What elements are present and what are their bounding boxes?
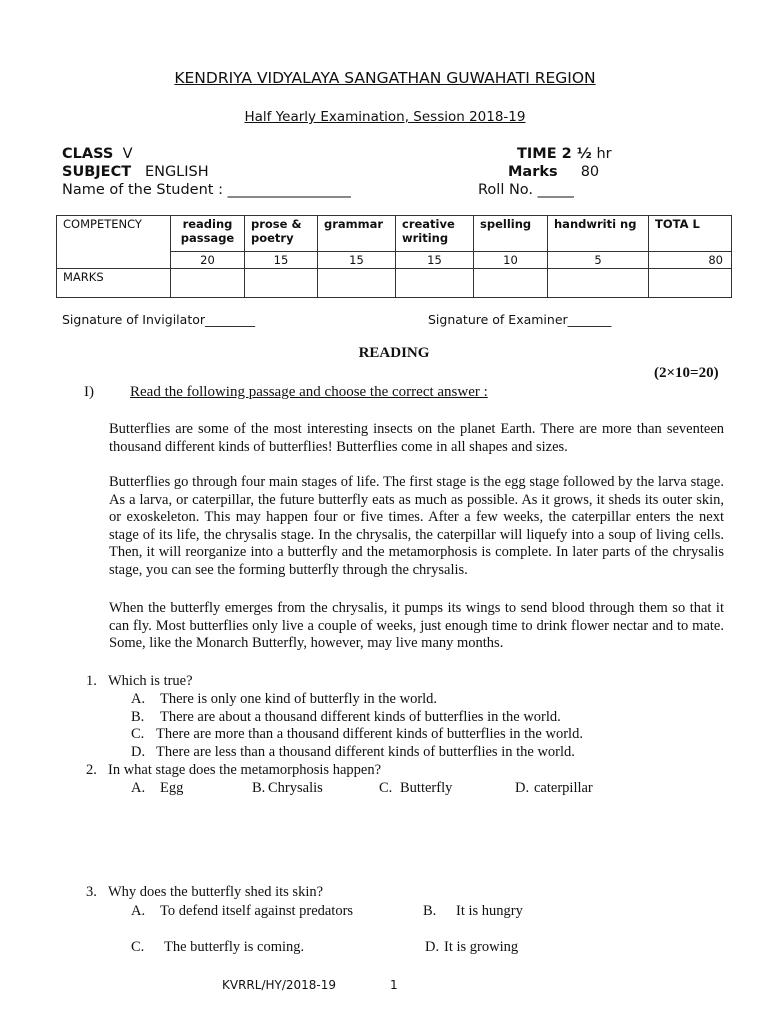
marks-entry-cell: [548, 269, 649, 298]
option-letter: D.: [515, 780, 530, 796]
option-text: Chrysalis: [268, 780, 323, 796]
section-marks: (2×10=20): [654, 365, 719, 381]
question-text: In what stage does the metamorphosis happen?: [108, 762, 382, 778]
option-letter: A.: [131, 903, 146, 919]
column-header: creative writing: [396, 216, 474, 252]
footer-code: KVRRL/HY/2018-19: [222, 978, 337, 992]
option-text: Butterfly: [400, 780, 453, 796]
competency-label: COMPETENCY: [57, 216, 171, 269]
option-text: There are less than a thousand different kinds of butterflies in the world.: [156, 744, 575, 760]
section-number: I): [84, 384, 94, 400]
option-letter: A.: [131, 691, 146, 707]
examiner-signature: Signature of Examiner_______: [428, 312, 612, 327]
option-text: There are about a thousand different kinds of butterflies in the world.: [160, 709, 561, 725]
option-text: It is growing: [444, 939, 519, 955]
table-marks-row: [57, 269, 732, 298]
page-number: 1: [390, 978, 398, 992]
marks-entry-cell: [649, 269, 732, 298]
option-letter: D.: [425, 939, 440, 955]
table-header-row: [57, 216, 732, 252]
question-number: 2.: [86, 762, 97, 778]
marks-label: Marks: [508, 164, 558, 180]
marks-entry-cell: [396, 269, 474, 298]
class-label: CLASS: [62, 146, 114, 162]
student-name-line: [62, 182, 351, 198]
option-letter: C.: [131, 939, 145, 955]
option-text: The butterfly is coming.: [164, 939, 305, 955]
option-text: To defend itself against predators: [160, 903, 354, 919]
subject-line: [62, 164, 209, 180]
max-marks-cell: 15: [318, 252, 396, 269]
column-header: TOTA L: [649, 216, 732, 252]
question-text: Which is true?: [108, 673, 193, 689]
column-header: prose & poetry: [245, 216, 318, 252]
question-number: 1.: [86, 673, 97, 689]
option-text: caterpillar: [534, 780, 593, 796]
marks-line: [508, 164, 599, 180]
max-marks-cell: 80: [649, 252, 732, 269]
subject-value: ENGLISH: [144, 164, 209, 180]
roll-blank: _____: [537, 182, 574, 198]
passage-paragraph: Butterflies go through four main stages of life. The first stage is the egg stage followed by the larva stage. As a larva, or caterpillar, the future butterfly eats as much as possible. As it grows, it sheds its outer skin, or exoskeleton. This may happen four or five times. After a few weeks, the caterpillar enters the next stage of its life, the chrysalis stage. In the chrysalis, the caterpillar will liquefy into a soup of living cells. Then, it will reorganize into a butterfly and the metamorphosis is complete. In later parts of the chrysalis stage, you can see the forming butterfly through the chrysalis.: [109, 474, 724, 578]
option-letter: C.: [379, 780, 393, 796]
subject-label: SUBJECT: [62, 164, 132, 180]
column-header: reading passage: [171, 216, 245, 252]
section-instruction: Read the following passage and choose the correct answer :: [130, 384, 488, 400]
marks-row-label: MARKS: [57, 269, 171, 298]
marks-entry-cell: [171, 269, 245, 298]
roll-label: Roll No.: [478, 182, 534, 198]
option-letter: C.: [131, 726, 145, 742]
option-letter: B.: [423, 903, 437, 919]
column-header: spelling: [474, 216, 548, 252]
option-text: Egg: [160, 780, 184, 796]
option-text: There are more than a thousand different kinds of butterflies in the world.: [156, 726, 583, 742]
section-title: READING: [358, 345, 430, 361]
time-label: TIME 2 ½: [517, 146, 592, 162]
max-marks-cell: 5: [548, 252, 649, 269]
max-marks-cell: 20: [171, 252, 245, 269]
time-unit: hr: [596, 146, 612, 162]
column-header: handwriti ng: [548, 216, 649, 252]
class-value: V: [122, 146, 133, 162]
roll-line: [478, 182, 574, 198]
exam-title: Half Yearly Examination, Session 2018-19: [244, 109, 526, 125]
invigilator-signature: Signature of Invigilator________: [62, 312, 256, 327]
option-letter: B.: [252, 780, 266, 796]
option-text: There is only one kind of butterfly in the world.: [160, 691, 438, 707]
max-marks-cell: 10: [474, 252, 548, 269]
student-name-blank: _________________: [227, 182, 351, 198]
competency-table: [56, 215, 732, 298]
option-letter: B.: [131, 709, 145, 725]
option-letter: D.: [131, 744, 146, 760]
option-text: It is hungry: [456, 903, 523, 919]
class-line: [62, 146, 132, 162]
student-name-label: Name of the Student :: [62, 182, 223, 198]
school-title: KENDRIYA VIDYALAYA SANGATHAN GUWAHATI REGION: [174, 69, 596, 87]
question-text: Why does the butterfly shed its skin?: [108, 884, 324, 900]
question-number: 3.: [86, 884, 97, 900]
passage-paragraph: When the butterfly emerges from the chrysalis, it pumps its wings to send blood through them so that it can fly. Most butterflies only live a couple of weeks, just enough time to drink flower nectar and to mate. Some, like the Monarch Butterfly, however, may live many months.: [109, 600, 724, 652]
max-marks-cell: 15: [396, 252, 474, 269]
marks-entry-cell: [474, 269, 548, 298]
marks-value: 80: [580, 164, 600, 180]
time-line: [517, 146, 612, 162]
max-marks-cell: 15: [245, 252, 318, 269]
column-header: grammar: [318, 216, 396, 252]
passage-paragraph: Butterflies are some of the most interesting insects on the planet Earth. There are more than seventeen thousand different kinds of butterflies! Butterflies come in all shapes and sizes.: [109, 421, 724, 455]
marks-entry-cell: [245, 269, 318, 298]
option-letter: A.: [131, 780, 146, 796]
marks-entry-cell: [318, 269, 396, 298]
